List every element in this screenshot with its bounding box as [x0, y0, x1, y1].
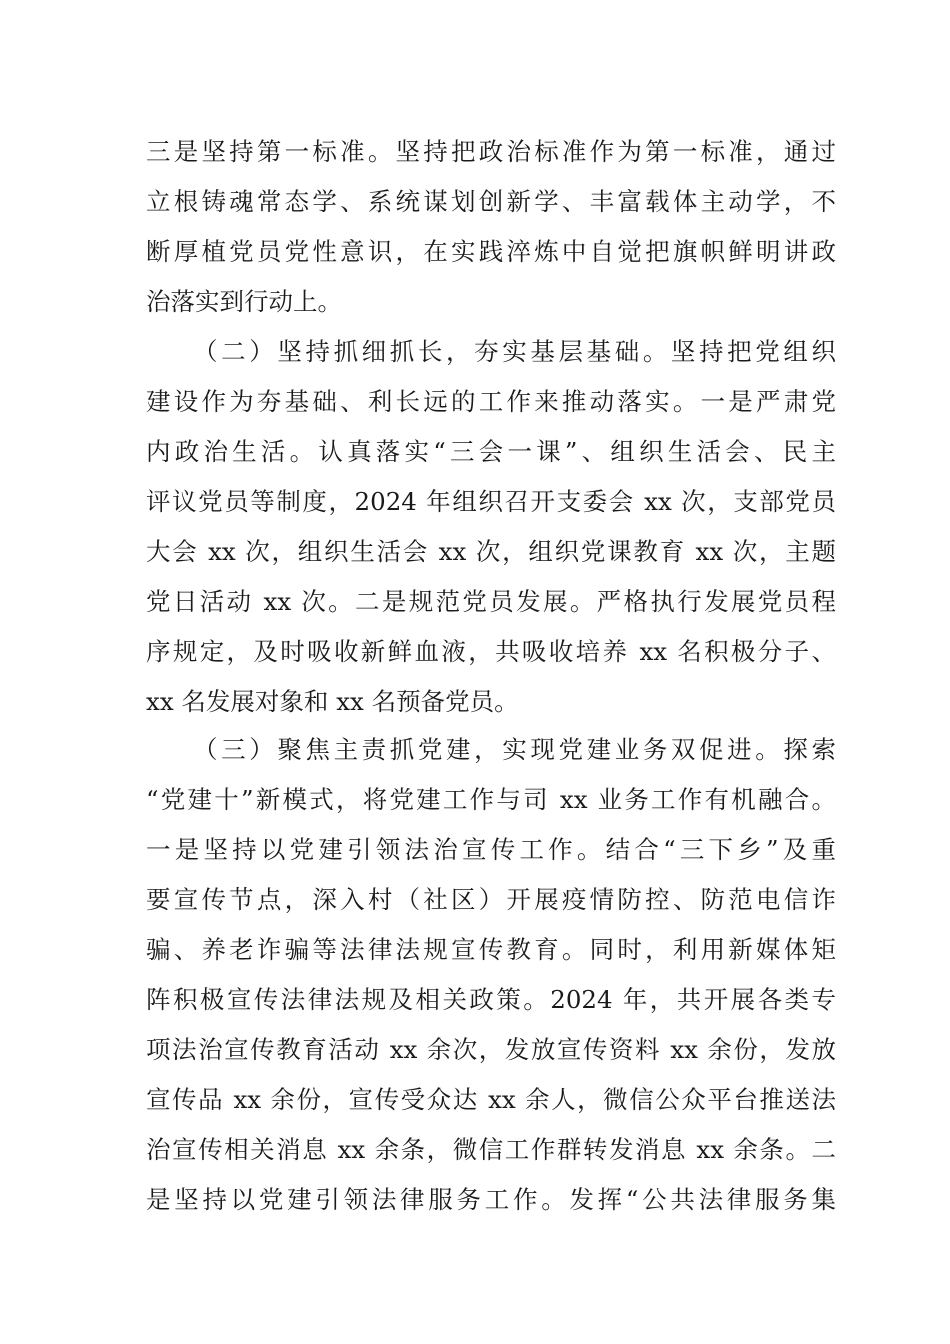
text-line: 治宣传相关消息 xx 余条，微信工作群转发消息 xx 余条。二 — [146, 1135, 836, 1164]
text-line: 立根铸魂常态学、系统谋划创新学、丰富载体主动学，不 — [146, 187, 836, 216]
text-line: 骗、养老诈骗等法律法规宣传教育。同时，利用新媒体矩 — [146, 935, 836, 964]
text-line: 是坚持以党建引领法律服务工作。发挥“公共法律服务集 — [146, 1185, 836, 1214]
text-line: 一是坚持以党建引领法治宣传工作。结合“三下乡”及重 — [146, 835, 836, 864]
text-line: 内政治生活。认真落实“三会一课”、组织生活会、民主 — [146, 437, 836, 466]
text-line: “党建十”新模式，将党建工作与司 xx 业务工作有机融合。 — [146, 785, 836, 814]
text-line: xx 名发展对象和 xx 名预备党员。 — [146, 687, 519, 716]
text-line: 宣传品 xx 余份，宣传受众达 xx 余人，微信公众平台推送法 — [146, 1085, 836, 1114]
text-line: 党日活动 xx 次。二是规范党员发展。严格执行发展党员程 — [146, 587, 836, 616]
text-line: 阵积极宣传法律法规及相关政策。2024 年，共开展各类专 — [146, 985, 836, 1014]
text-line: 大会 xx 次，组织生活会 xx 次，组织党课教育 xx 次，主题 — [146, 537, 836, 566]
section-heading-line: （三）聚焦主责抓党建，实现党建业务双促进。探索 — [193, 735, 836, 764]
section-heading-line: （二）坚持抓细抓长，夯实基层基础。坚持把党组织 — [193, 337, 836, 366]
text-line: 三是坚持第一标准。坚持把政治标准作为第一标准，通过 — [146, 137, 836, 166]
text-line: 要宣传节点，深入村（社区）开展疫情防控、防范电信诈 — [146, 885, 836, 914]
text-line: 项法治宣传教育活动 xx 余次，发放宣传资料 xx 余份，发放 — [146, 1035, 836, 1064]
text-line: 建设作为夯基础、利长远的工作来推动落实。一是严肃党 — [146, 387, 836, 416]
text-line: 评议党员等制度，2024 年组织召开支委会 xx 次，支部党员 — [146, 487, 836, 516]
text-line: 序规定，及时吸收新鲜血液，共吸收培养 xx 名积极分子、 — [146, 637, 836, 666]
text-line: 治落实到行动上。 — [146, 287, 342, 316]
text-line: 断厚植党员党性意识，在实践淬炼中自觉把旗帜鲜明讲政 — [146, 237, 836, 266]
